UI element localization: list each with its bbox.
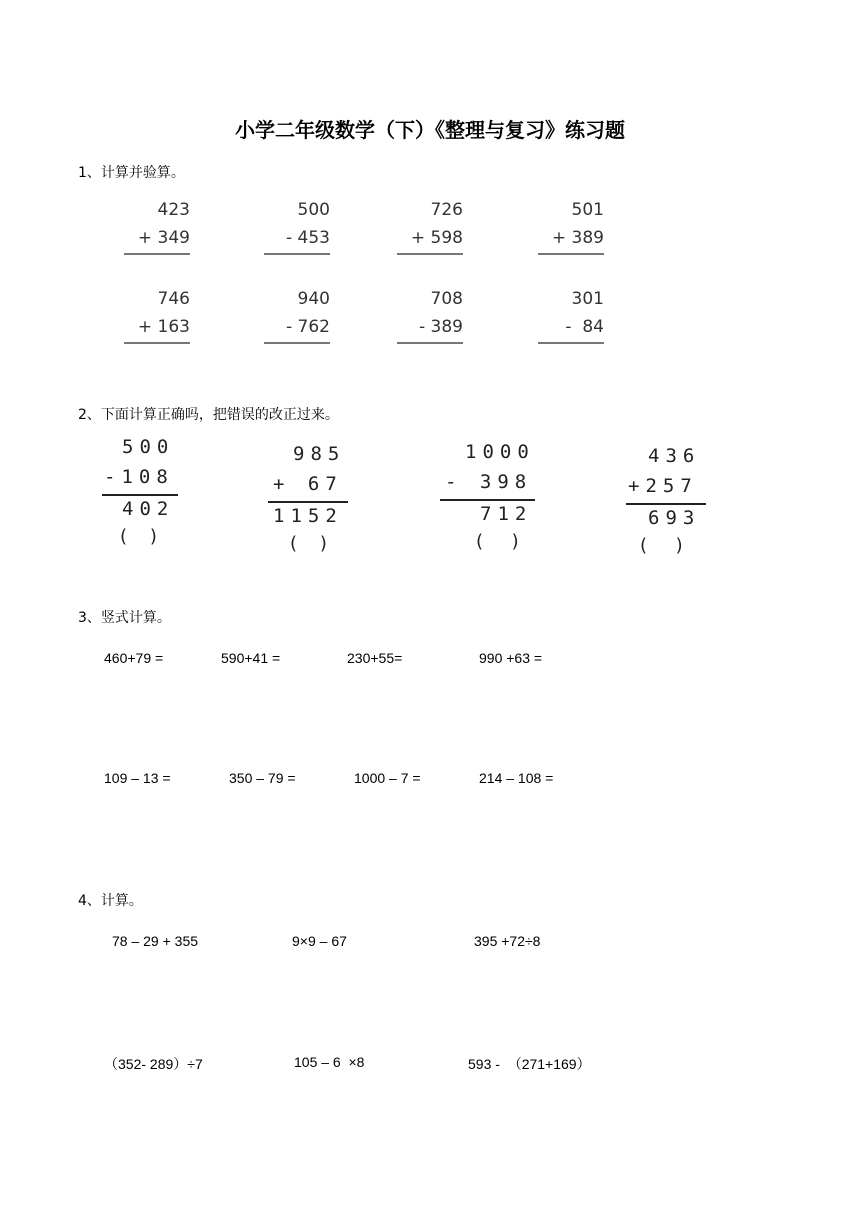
sum-line [124, 253, 190, 255]
vertical-sum-3 [397, 200, 463, 260]
answer-parentheses: ( ) [476, 531, 519, 552]
mixed-calc-item: （352- 289）÷7 [104, 1056, 203, 1072]
vertical-sum-8 [538, 289, 604, 349]
answer-parentheses: ( ) [120, 526, 157, 547]
mixed-calc-item: 9×9 – 67 [292, 933, 347, 949]
problem-result: 1152 [273, 505, 343, 527]
sum-bottom: - 453 [286, 228, 330, 248]
sum-top: 708 [430, 289, 463, 309]
mixed-calc-item: 593 - （271+169） [468, 1056, 591, 1072]
vertical-sum-2 [264, 200, 330, 260]
sum-line [397, 342, 463, 344]
sum-line [397, 253, 463, 255]
sum-top: 301 [571, 289, 604, 309]
problem-result: 712 [480, 503, 533, 525]
problem-result: 693 [648, 507, 701, 529]
sum-top: 500 [297, 200, 330, 220]
sum-bottom: - 84 [565, 317, 604, 337]
vertical-calc-item: 590+41 = [221, 650, 281, 666]
mixed-calc-item: 395 +72÷8 [474, 933, 541, 949]
section-4-heading: 4、计算。 [78, 893, 143, 909]
vertical-sum-6 [264, 289, 330, 349]
mixed-calc-item: 78 – 29 + 355 [112, 933, 199, 949]
vertical-calc-item: 230+55= [347, 650, 403, 666]
section-2-heading: 2、下面计算正确吗，把错误的改正过来。 [78, 407, 339, 423]
check-problem-4 [626, 445, 716, 570]
sum-bottom: - 389 [419, 317, 463, 337]
problem-top: 500 [122, 436, 175, 458]
sum-bottom: - 762 [286, 317, 330, 337]
problem-line [626, 503, 706, 505]
check-problem-1 [102, 436, 182, 561]
sum-line [124, 342, 190, 344]
vertical-sum-1 [124, 200, 190, 260]
problem-bottom: - 398 [445, 471, 533, 493]
problem-line [268, 501, 348, 503]
answer-parentheses: ( ) [640, 535, 683, 556]
vertical-calc-item: 990 +63 = [479, 650, 543, 666]
sum-line [538, 253, 604, 255]
problem-line [102, 494, 178, 496]
vertical-sum-7 [397, 289, 463, 349]
problem-top: 436 [648, 445, 701, 467]
sum-line [538, 342, 604, 344]
vertical-calc-item: 1000 – 7 = [354, 770, 421, 786]
check-problem-3 [440, 441, 540, 566]
sum-top: 423 [157, 200, 190, 220]
problem-top: 1000 [465, 441, 535, 463]
sum-top: 726 [430, 200, 463, 220]
page-title: 小学二年级数学（下）《整理与复习》练习题 [235, 118, 625, 142]
vertical-sum-5 [124, 289, 190, 349]
problem-line [440, 499, 535, 501]
check-problem-2 [268, 443, 358, 568]
problem-bottom: -108 [104, 466, 174, 488]
sum-top: 501 [571, 200, 604, 220]
sum-bottom: + 163 [137, 317, 190, 337]
vertical-calc-item: 460+79 = [104, 650, 164, 666]
section-3-heading: 3、竖式计算。 [78, 610, 171, 626]
sum-bottom: + 349 [137, 228, 190, 248]
section-1-heading: 1、计算并验算。 [78, 165, 185, 181]
vertical-calc-item: 109 – 13 = [104, 770, 171, 786]
problem-top: 985 [293, 443, 346, 465]
problem-result: 402 [122, 498, 175, 520]
sum-top: 746 [157, 289, 190, 309]
sum-line [264, 342, 330, 344]
sum-top: 940 [297, 289, 330, 309]
problem-bottom: +257 [628, 475, 698, 497]
sum-bottom: + 598 [410, 228, 463, 248]
sum-bottom: + 389 [551, 228, 604, 248]
answer-parentheses: ( ) [290, 533, 327, 554]
mixed-calc-item: 105 – 6 ×8 [294, 1054, 365, 1070]
vertical-calc-item: 350 – 79 = [229, 770, 296, 786]
sum-line [264, 253, 330, 255]
vertical-calc-item: 214 – 108 = [479, 770, 554, 786]
vertical-sum-4 [538, 200, 604, 260]
problem-bottom: + 67 [273, 473, 343, 495]
